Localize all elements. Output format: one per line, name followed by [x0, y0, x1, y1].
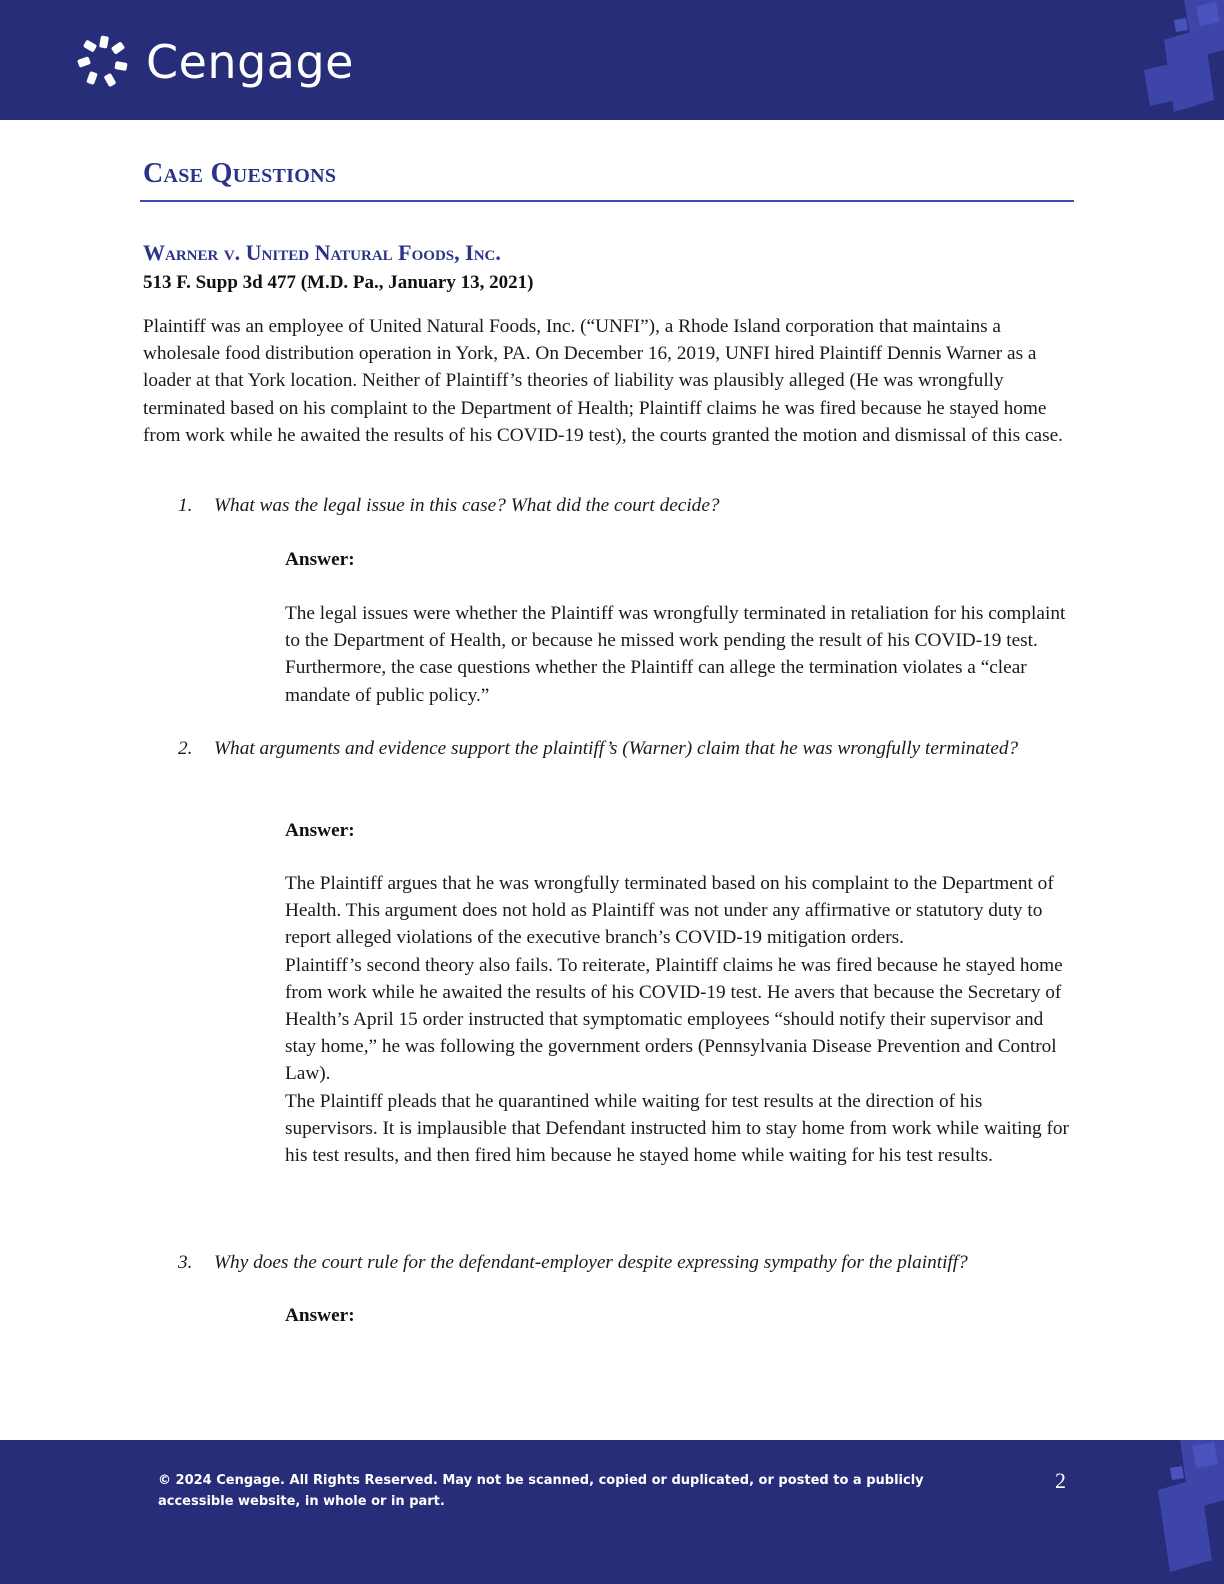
question-2 — [178, 735, 1058, 762]
cengage-logo — [74, 32, 354, 92]
question-3 — [178, 1249, 1088, 1276]
question-text: Why does the court rule for the defendant-employer despite expressing sympathy for the plaintiff? — [214, 1252, 968, 1273]
case-title: Warner v. United Natural Foods, Inc. — [143, 240, 501, 265]
answer-paragraph: The Plaintiff pleads that he quarantined while waiting for test results at the direction of his supervisors. It is implausible that Defendant instructed him to stay home from work while waiting for his test results, and then fired him because he stayed home while waiting for his test results. — [285, 1090, 1069, 1167]
question-text: What was the legal issue in this case? What did the court decide? — [214, 495, 720, 516]
section-title: Case Questions — [143, 158, 337, 189]
answer-paragraph: The Plaintiff argues that he was wrongfully terminated based on his complaint to the Department of Health. This argument does not hold as Plaintiff was not under any affirmative or statutory duty to report alleged violations of the executive branch’s COVID-19 mitigation orders. — [285, 873, 1054, 949]
page-number: 2 — [1055, 1468, 1066, 1493]
corner-decoration — [1134, 1440, 1224, 1584]
footer-band — [0, 1440, 1224, 1584]
question-text: What arguments and evidence support the plaintiff’s (Warner) claim that he was wrongfully terminated? — [214, 738, 1019, 759]
header-band — [0, 0, 1224, 120]
cengage-logo-mark-icon — [74, 32, 134, 92]
answer-2 — [285, 870, 1075, 1169]
answer-label: Answer: — [285, 549, 355, 570]
answer-label: Answer: — [285, 1305, 355, 1326]
answer-1 — [285, 600, 1075, 709]
answer-label: Answer: — [285, 820, 355, 841]
question-number: 2. — [178, 738, 193, 759]
answer-paragraph: Plaintiff’s second theory also fails. To reiterate, Plaintiff claims he was fired because he stayed home from work while he awaited the results of his COVID-19 test. He avers that because the Secretary of Health’s April 15 order instructed that symptomatic employees “should notify their supervisor and stay home,” he was following the government orders (Pennsylvania Disease Prevention and Control Law). — [285, 954, 1063, 1085]
brand-name: Cengage — [146, 35, 354, 89]
answer-paragraph: The legal issues were whether the Plaintiff was wrongfully terminated in retaliation for his complaint to the Department of Health, or because he missed work pending the result of his COVID-19 test. Furthermore, the case questions whether the Plaintiff can allege the termination violates a “clear mandate of public policy.” — [285, 603, 1066, 706]
corner-decoration — [1134, 0, 1224, 120]
question-number: 3. — [178, 1252, 193, 1273]
copyright-notice: © 2024 Cengage. All Rights Reserved. May not be scanned, copied or duplicated, or posted to a publicly accessible website, in whole or in part. — [158, 1473, 924, 1509]
section-divider — [140, 200, 1074, 202]
question-1 — [178, 492, 1078, 519]
case-citation: 513 F. Supp 3d 477 (M.D. Pa., January 13, 2021) — [143, 272, 534, 293]
question-number: 1. — [178, 495, 193, 516]
case-summary: Plaintiff was an employee of United Natural Foods, Inc. (“UNFI”), a Rhode Island corporation that maintains a wholesale food distribution operation in York, PA. On December 16, 2019, UNFI hired Plaintiff Dennis Warner as a loader at that York location. Neither of Plaintiff’s theories of liability was plausibly alleged (He was wrongfully terminated based on his complaint to the Department of Health; Plaintiff claims he was fired because he stayed home from work while he awaited the results of his COVID-19 test), the courts granted the motion and dismissal of this case. — [143, 316, 1063, 446]
